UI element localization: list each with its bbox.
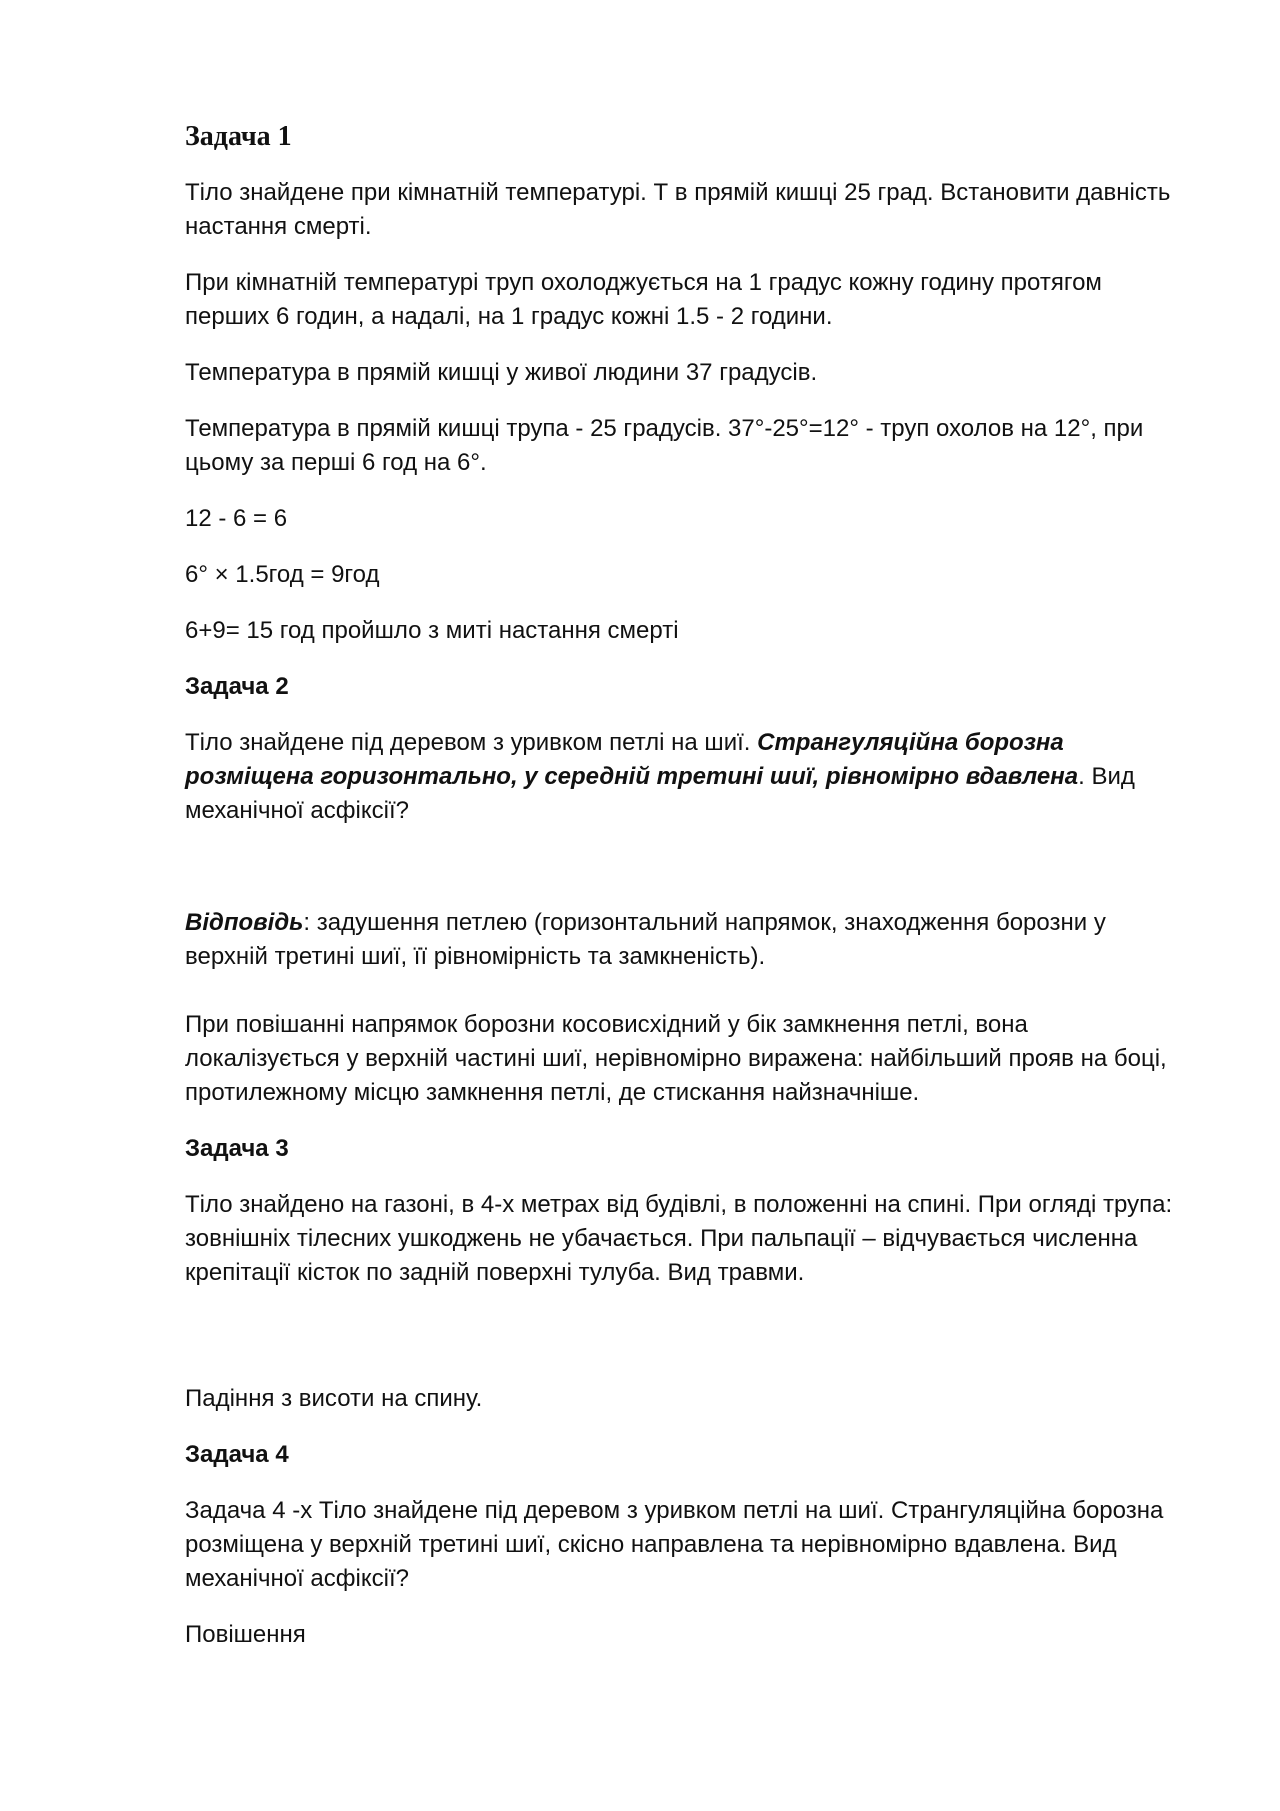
spacer [185,1312,1185,1382]
task1-title: Задача 1 [185,121,292,152]
task4-title: Задача 4 [185,1441,289,1468]
task1-step1: 12 - 6 = 6 [185,505,288,532]
task3-title: Задача 3 [185,1135,289,1162]
task2-question-start: Тіло знайдене під деревом з уривком петлі на шиї. [185,729,758,756]
task1-calculation: Температура в прямій кишці трупа - 25 градусів. 37°-25°=12° - труп охолов на 12°, при цьому за перші 6 год на 6°. [185,415,1144,476]
task2-question-emphasis: Странгуляційна борозна розміщена горизонтально, у середній третині шиї, рівномірно вдавлена [185,729,1079,790]
task2-question-end: . Вид механічної асфіксії? [185,763,1135,824]
task1-question: Тіло знайдене при кімнатній температурі. Т в прямій кишці 25 град. Встановити давність настання смерті. [185,179,1171,240]
task2-title: Задача 2 [185,673,289,700]
document-page [185,120,1185,1674]
spacer [185,850,1185,906]
task4-question: Задача 4 -х Тіло знайдене під деревом з уривком петлі на шиї. Странгуляційна борозна розміщена у верхній третині шиї, скісно направлена та нерівномірно вдавлена. Вид механічної асфіксії? [185,1497,1164,1592]
task3-answer: Падіння з висоти на спину. [185,1385,483,1412]
task2-answer-text: : задушення петлею (горизонтальний напрямок, знаходження борозни у верхній третині шиї, її рівномірність та замкненість). [185,909,1106,970]
task1-answer: 6+9= 15 год пройшло з миті настання смерті [185,617,679,644]
task2-note: При повішанні напрямок борозни косовисхідний у бік замкнення петлі, вона локалізується у верхній частині шиї, нерівномірно виражена: найбільший прояв на боці, протилежному місцю замкнення петлі, де стискання найзначніше. [185,1011,1167,1106]
task3-question: Тіло знайдено на газоні, в 4-х метрах від будівлі, в положенні на спині. При огляді трупа: зовнішніх тілесних ушкоджень не убачається. При пальпації – відчувається численна крепітації кісток по задній поверхні тулуба. Вид травми. [185,1191,1173,1286]
task1-step2: 6° × 1.5год = 9год [185,561,380,588]
task1-normal-temp: Температура в прямій кишці у живої людини 37 градусів. [185,359,818,386]
task4-answer: Повішення [185,1621,306,1648]
task2-question [185,726,1185,828]
task2-answer-label: Відповідь [185,909,304,936]
task2-answer [185,906,1185,974]
task1-explanation: При кімнатній температурі труп охолоджується на 1 градус кожну годину протягом перших 6 годин, а надалі, на 1 градус кожні 1.5 - 2 години. [185,269,1102,330]
